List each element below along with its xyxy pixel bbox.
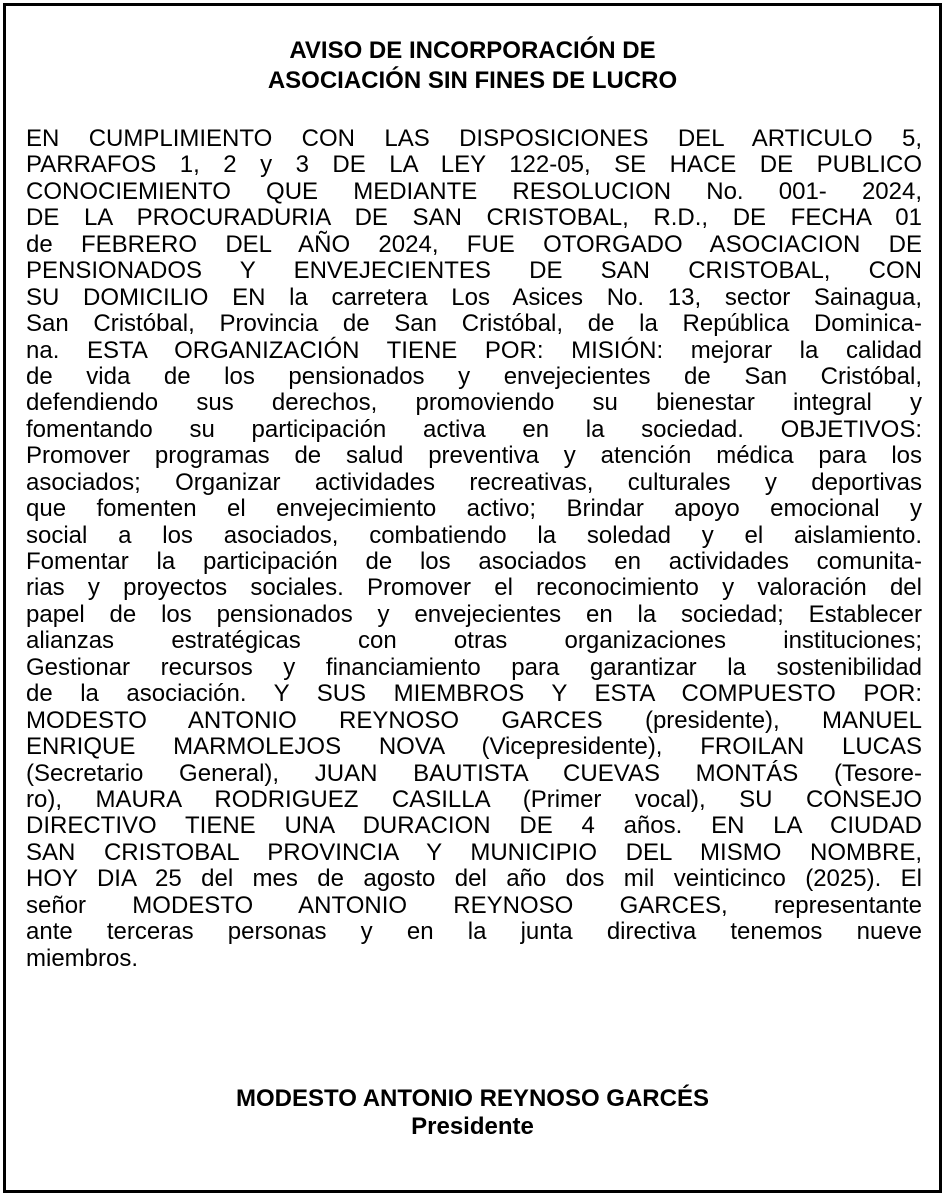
body-line: Promover programas de salud preventiva y atención médica para los bbox=[26, 442, 922, 470]
notice-title bbox=[6, 36, 939, 96]
body-line: de vida de los pensionados y envejecientes de San Cristóbal, bbox=[26, 362, 922, 390]
body-line: na. ESTA ORGANIZACIÓN TIENE POR: MISIÓN: mejorar la calidad bbox=[26, 336, 922, 364]
body-line: San Cristóbal, Provincia de San Cristóbal, de la República Dominica- bbox=[26, 310, 922, 338]
body-line: SU DOMICILIO EN la carretera Los Asices No. 13, sector Sainagua, bbox=[26, 283, 922, 311]
body-line: PENSIONADOS Y ENVEJECIENTES DE SAN CRISTOBAL, CON bbox=[26, 257, 922, 285]
body-line: papel de los pensionados y envejecientes en la sociedad; Establecer bbox=[26, 600, 922, 628]
signature-role: Presidente bbox=[411, 1113, 534, 1140]
body-line: SAN CRISTOBAL PROVINCIA Y MUNICIPIO DEL MISMO NOMBRE, bbox=[26, 838, 922, 866]
body-line: defendiendo sus derechos, promoviendo su bienestar integral y bbox=[26, 389, 922, 417]
body-line: de FEBRERO DEL AÑO 2024, FUE OTORGADO ASOCIACION DE bbox=[26, 230, 922, 258]
signature-block bbox=[6, 1085, 939, 1141]
title-line-1: AVISO DE INCORPORACIÓN DE bbox=[289, 37, 656, 64]
notice-body bbox=[26, 126, 922, 972]
body-line: CONOCIEMIENTO QUE MEDIANTE RESOLUCION No. 001- 2024, bbox=[26, 177, 922, 205]
body-line: rias y proyectos sociales. Promover el reconocimiento y valoración del bbox=[26, 574, 922, 602]
body-line: ante terceras personas y en la junta directiva tenemos nueve bbox=[26, 918, 922, 946]
body-line: DE LA PROCURADURIA DE SAN CRISTOBAL, R.D., DE FECHA 01 bbox=[26, 204, 922, 232]
body-line: DIRECTIVO TIENE UNA DURACION DE 4 años. EN LA CIUDAD bbox=[26, 812, 922, 840]
body-line: de la asociación. Y SUS MIEMBROS Y ESTA COMPUESTO POR: bbox=[26, 680, 922, 708]
body-line: miembros. bbox=[26, 944, 139, 972]
body-line: señor MODESTO ANTONIO REYNOSO GARCES, representante bbox=[26, 891, 922, 919]
body-line: asociados; Organizar actividades recreativas, culturales y deportivas bbox=[26, 468, 922, 496]
signature-name: MODESTO ANTONIO REYNOSO GARCÉS bbox=[236, 1085, 709, 1112]
body-line: PARRAFOS 1, 2 y 3 DE LA LEY 122-05, SE HACE DE PUBLICO bbox=[26, 151, 922, 179]
body-line: Fomentar la participación de los asociados en actividades comunita- bbox=[26, 548, 922, 575]
body-line: social a los asociados, combatiendo la soledad y el aislamiento. bbox=[26, 521, 922, 549]
body-line: Gestionar recursos y financiamiento para garantizar la sostenibilidad bbox=[26, 653, 922, 681]
body-line: ENRIQUE MARMOLEJOS NOVA (Vicepresidente), FROILAN LUCAS bbox=[26, 733, 922, 761]
body-line: EN CUMPLIMIENTO CON LAS DISPOSICIONES DEL ARTICULO 5, bbox=[26, 125, 922, 152]
body-line: (Secretario General), JUAN BAUTISTA CUEVAS MONTÁS (Tesore- bbox=[26, 759, 922, 787]
title-line-2: ASOCIACIÓN SIN FINES DE LUCRO bbox=[267, 67, 678, 94]
body-line: alianzas estratégicas con otras organizaciones instituciones; bbox=[26, 627, 922, 655]
body-line: MODESTO ANTONIO REYNOSO GARCES (presidente), MANUEL bbox=[26, 706, 922, 734]
body-line: que fomenten el envejecimiento activo; Brindar apoyo emocional y bbox=[26, 495, 922, 523]
body-line: fomentando su participación activa en la sociedad. OBJETIVOS: bbox=[26, 415, 922, 443]
body-line: HOY DIA 25 del mes de agosto del año dos mil veinticinco (2025). El bbox=[26, 865, 922, 893]
notice-frame bbox=[3, 3, 942, 1193]
body-line: ro), MAURA RODRIGUEZ CASILLA (Primer vocal), SU CONSEJO bbox=[26, 785, 922, 813]
